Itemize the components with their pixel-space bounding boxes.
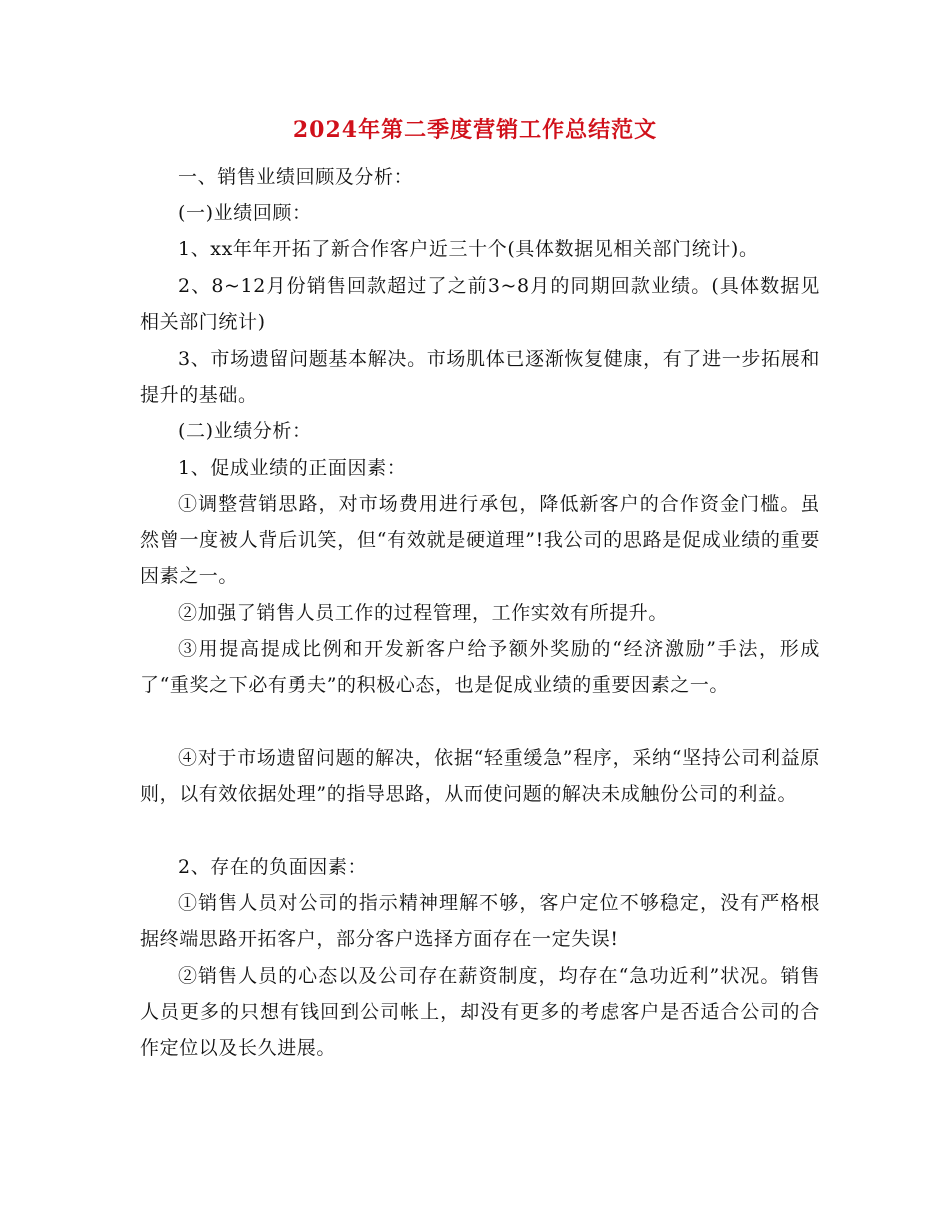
paragraph-positive-3: ③用提高提成比例和开发新客户给予额外奖励的“经济激励”手法，形成了“重奖之下必有勇夫”的积极心态，也是促成业绩的重要因素之一。: [140, 638, 820, 697]
subsection-heading-review: (一)业绩回顾：: [178, 202, 312, 224]
paragraph-positive-factors-heading: 1、促成业绩的正面因素：: [178, 457, 407, 479]
paragraph-negative-1: ①销售人员对公司的指示精神理解不够，客户定位不够稳定，没有严格根据终端思路开拓客户，部分客户选择方面存在一定失误!: [140, 892, 820, 951]
subsection-heading-analysis: (二)业绩分析：: [178, 420, 312, 442]
document-title: 2024年第二季度营销工作总结范文: [292, 117, 658, 143]
paragraph-positive-1: ①调整营销思路，对市场费用进行承包，降低新客户的合作资金门槛。虽然曾一度被人背后讥笑，但“有效就是硬道理”!我公司的思路是促成业绩的重要因素之一。: [140, 493, 820, 588]
paragraph-item-3: 3、市场遗留问题基本解决。市场肌体已逐渐恢复健康，有了进一步拓展和提升的基础。: [140, 348, 820, 407]
paragraph-positive-4: ④对于市场遗留问题的解决，依据“轻重缓急”程序，采纳“坚持公司利益原则，以有效依据处理”的指导思路，从而使问题的解决未成触份公司的利益。: [140, 747, 820, 806]
section-heading-1: 一、销售业绩回顾及分析：: [178, 166, 414, 188]
paragraph-negative-2: ②销售人员的心态以及公司存在薪资制度，均存在“急功近利”状况。销售人员更多的只想有钱回到公司帐上，却没有更多的考虑客户是否适合公司的合作定位以及长久进展。: [140, 965, 820, 1060]
paragraph-negative-factors-heading: 2、存在的负面因素：: [178, 856, 368, 878]
paragraph-positive-2: ②加强了销售人员工作的过程管理，工作实效有所提升。: [178, 602, 669, 624]
paragraph-item-2: 2、8~12月份销售回款超过了之前3~8月的同期回款业绩。(具体数据见相关部门统计): [140, 275, 820, 334]
paragraph-item-1: 1、xx年年开拓了新合作客户近三十个(具体数据见相关部门统计)。: [178, 238, 759, 260]
